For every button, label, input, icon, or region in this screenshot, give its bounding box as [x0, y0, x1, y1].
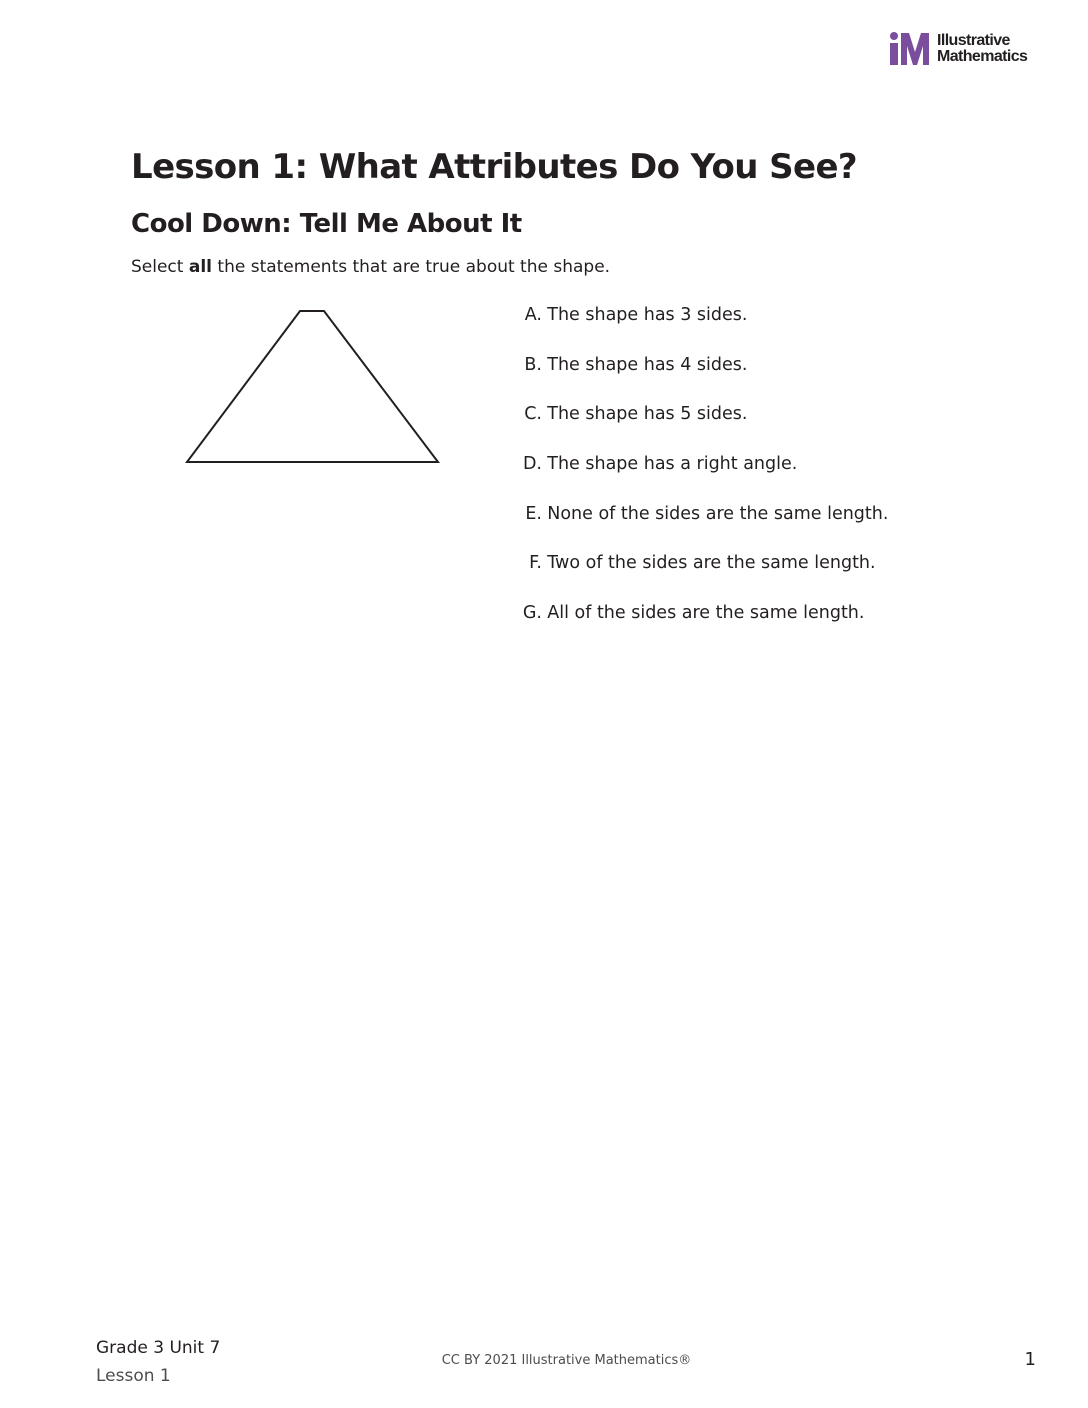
choice-g[interactable]	[500, 600, 888, 650]
choice-b[interactable]	[500, 352, 888, 402]
footer-grade-unit: Grade 3 Unit 7	[96, 1338, 221, 1358]
illustrative-mathematics-logo	[889, 31, 1027, 67]
footer-lesson: Lesson 1	[96, 1366, 171, 1386]
prompt-text-end: the statements that are true about the shape.	[212, 257, 611, 277]
choice-c[interactable]	[500, 401, 888, 451]
page-number: 1	[1024, 1349, 1036, 1370]
prompt-emphasis: all	[188, 257, 212, 277]
choice-text: Two of the sides are the same length.	[547, 553, 876, 574]
lesson-title: Lesson 1: What Attributes Do You See?	[131, 147, 858, 187]
answer-choices	[500, 302, 888, 650]
choice-text: All of the sides are the same length.	[547, 603, 865, 624]
choice-text: The shape has 5 sides.	[547, 404, 748, 425]
instruction-prompt	[131, 255, 610, 279]
choice-text: The shape has a right angle.	[547, 454, 798, 475]
choice-letter: G.	[522, 603, 542, 624]
prompt-text-start: Select	[131, 257, 189, 277]
trapezoid-shape	[180, 303, 446, 469]
choice-text: The shape has 4 sides.	[547, 354, 748, 375]
choice-letter: F.	[529, 553, 542, 574]
choice-letter: E.	[525, 503, 542, 524]
logo-line-1: Illustrative	[937, 32, 1010, 49]
choice-letter: C.	[524, 404, 542, 425]
choice-text: The shape has 3 sides.	[547, 305, 748, 325]
cool-down-title: Cool Down: Tell Me About It	[131, 209, 522, 239]
choice-a[interactable]	[500, 302, 888, 352]
choice-letter: A.	[524, 305, 542, 325]
choice-text: None of the sides are the same length.	[547, 503, 889, 524]
logo-wordmark	[937, 33, 1027, 65]
choice-letter: B.	[524, 354, 542, 375]
footer-copyright: CC BY 2021 Illustrative Mathematics®	[441, 1353, 692, 1368]
choice-letter: D.	[522, 454, 542, 475]
choice-e[interactable]	[500, 501, 888, 551]
choice-f[interactable]	[500, 550, 888, 600]
logo-line-2: Mathematics	[937, 48, 1028, 65]
im-logo-icon	[889, 32, 931, 66]
choice-d[interactable]	[500, 451, 888, 501]
